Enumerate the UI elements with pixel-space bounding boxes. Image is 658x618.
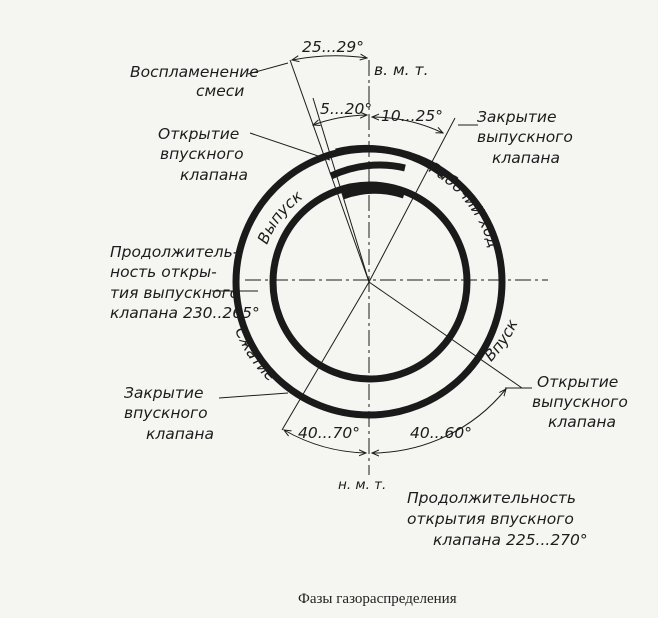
tdc-label: в. м. т. xyxy=(374,61,429,79)
overlap-arc-mid xyxy=(331,165,405,176)
overlap-arc-inner xyxy=(343,190,404,196)
svg-text:тия выпускного: тия выпускного xyxy=(110,284,240,302)
stroke-power-label: Рабочий ход xyxy=(425,158,503,250)
svg-text:клапана: клапана xyxy=(180,166,249,184)
exhaust-close-line xyxy=(369,118,455,282)
intake-close-angle-label: 40...70° xyxy=(298,424,360,442)
svg-text:Открытие: Открытие xyxy=(537,373,619,391)
svg-text:впускного: впускного xyxy=(124,404,208,422)
stroke-exhaust-label: Выпуск xyxy=(254,186,306,247)
exhaust-close-label xyxy=(477,108,573,167)
svg-text:Закрытие: Закрытие xyxy=(477,108,557,126)
exhaust-close-angle-label: 10...25° xyxy=(381,107,443,125)
svg-text:клапана: клапана xyxy=(146,425,215,443)
svg-text:клапана 230..265°: клапана 230..265° xyxy=(110,304,260,322)
intake-close-leader xyxy=(219,393,288,398)
intake-open-leader xyxy=(250,133,330,160)
intake-open-angle-label: 5...20° xyxy=(320,100,373,118)
stroke-compression-label: Сжатие xyxy=(231,324,280,385)
svg-text:Закрытие: Закрытие xyxy=(124,384,204,402)
exhaust-open-label xyxy=(532,373,628,431)
svg-text:выпускного: выпускного xyxy=(477,128,573,146)
svg-text:выпускного: выпускного xyxy=(532,393,628,411)
svg-text:Продолжительность: Продолжительность xyxy=(407,489,577,507)
ignition-label xyxy=(130,63,259,100)
bdc-label: н. м. т. xyxy=(338,477,387,493)
intake-phase-ring xyxy=(273,185,467,379)
svg-text:смеси: смеси xyxy=(196,82,245,100)
ignition-angle-arc xyxy=(292,56,367,60)
svg-text:клапана: клапана xyxy=(548,413,617,431)
svg-text:впускного: впускного xyxy=(160,145,244,163)
svg-text:открытия впускного: открытия впускного xyxy=(407,510,574,528)
ignition-angle-label: 25...29° xyxy=(302,38,364,56)
svg-text:клапана: клапана xyxy=(492,149,561,167)
stroke-intake-label: Впуск xyxy=(480,316,522,365)
svg-text:клапана 225...270°: клапана 225...270° xyxy=(433,531,588,549)
svg-text:ность откры-: ность откры- xyxy=(110,263,217,281)
svg-text:Воспламенение: Воспламенение xyxy=(130,63,259,81)
intake-duration-label xyxy=(407,489,588,549)
svg-text:Продолжитель-: Продолжитель- xyxy=(110,243,239,261)
svg-text:Открытие: Открытие xyxy=(158,125,240,143)
exhaust-open-angle-label: 40...60° xyxy=(410,424,472,442)
figure-caption: Фазы газораспределения xyxy=(298,591,457,607)
intake-open-label xyxy=(158,125,248,184)
intake-close-label xyxy=(124,384,214,443)
